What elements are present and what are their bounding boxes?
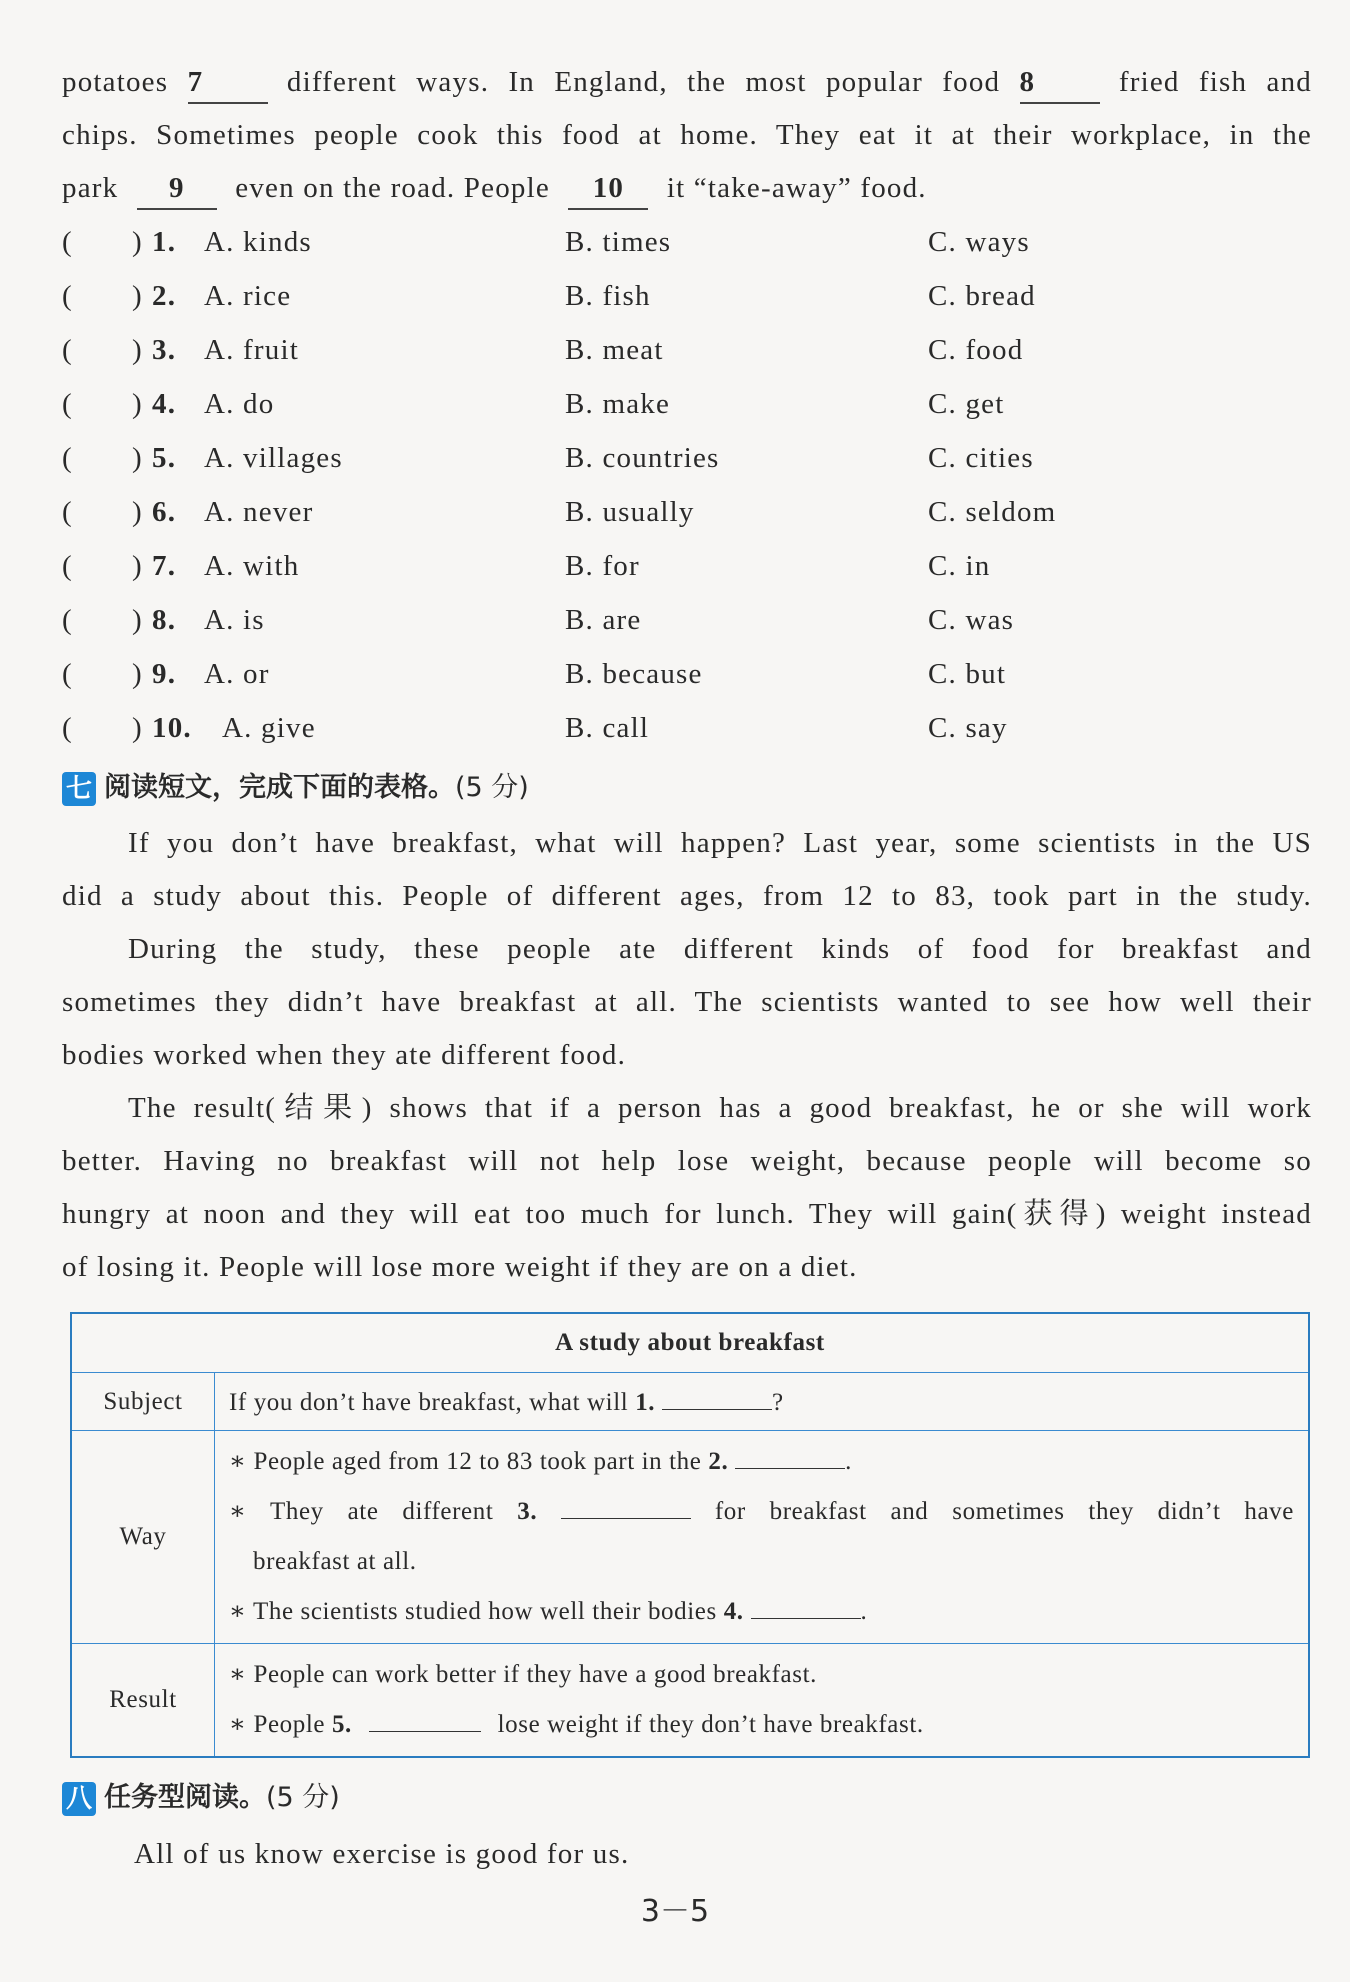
answer-paren[interactable]: ( ): [62, 334, 143, 366]
way-label: Way: [71, 1431, 215, 1644]
answer-paren[interactable]: ( ): [62, 658, 143, 690]
para-line-7: better. Having no breakfast will not help lose weight, because people will become so: [62, 1145, 1312, 1177]
passage-line-2: chips. Sometimes people cook this food at home. They eat it at their workplace, in the: [62, 119, 1312, 151]
section-7-badge: 七: [62, 772, 96, 806]
option-b[interactable]: B. meat: [565, 334, 664, 366]
question-number: 1.: [152, 226, 177, 258]
result-label: Result: [71, 1644, 215, 1758]
question-number: 5.: [152, 442, 177, 474]
option-a[interactable]: A. rice: [204, 280, 292, 312]
result-item-2: ∗ People 5. lose weight if they don’t have breakfast.: [229, 1711, 924, 1738]
question-number: 10.: [152, 712, 192, 744]
option-c[interactable]: C. in: [928, 550, 991, 582]
option-b[interactable]: B. are: [565, 604, 642, 636]
question-number: 8.: [152, 604, 177, 636]
para-line-2: did a study about this. People of different ages, from 12 to 83, took part in the study.: [62, 880, 1312, 912]
question-number: 4.: [152, 388, 177, 420]
option-c[interactable]: C. ways: [928, 226, 1030, 258]
table-title: A study about breakfast: [71, 1313, 1309, 1373]
question-number: 9.: [152, 658, 177, 690]
option-c[interactable]: C. get: [928, 388, 1005, 420]
option-b[interactable]: B. countries: [565, 442, 720, 474]
option-c[interactable]: C. cities: [928, 442, 1034, 474]
way-cell: [215, 1431, 1310, 1644]
answer-blank-1[interactable]: [662, 1387, 772, 1410]
question-number: 2.: [152, 280, 177, 312]
answer-paren[interactable]: ( ): [62, 442, 143, 474]
option-a[interactable]: A. or: [204, 658, 270, 690]
answer-paren[interactable]: ( ): [62, 712, 143, 744]
answer-blank-2[interactable]: [735, 1446, 845, 1469]
option-b[interactable]: B. because: [565, 658, 703, 690]
question-number: 3.: [152, 334, 177, 366]
option-c[interactable]: C. seldom: [928, 496, 1057, 528]
study-table: [70, 1312, 1310, 1758]
way-item-3: ∗ The scientists studied how well their bodies 4. .: [229, 1598, 868, 1625]
result-item-1: ∗ People can work better if they have a good breakfast.: [229, 1661, 817, 1688]
option-a[interactable]: A. give: [222, 712, 316, 744]
option-a[interactable]: A. do: [204, 388, 275, 420]
answer-paren[interactable]: ( ): [62, 280, 143, 312]
option-a[interactable]: A. kinds: [204, 226, 312, 258]
option-a[interactable]: A. with: [204, 550, 300, 582]
para-line-8: hungry at noon and they will eat too much for lunch. They will gain(获得) weight instead: [62, 1198, 1312, 1230]
option-a[interactable]: A. villages: [204, 442, 343, 474]
way-item-2-cont: breakfast at all.: [253, 1548, 417, 1575]
question-number: 6.: [152, 496, 177, 528]
answer-paren[interactable]: ( ): [62, 550, 143, 582]
option-c[interactable]: C. but: [928, 658, 1007, 690]
answer-paren[interactable]: ( ): [62, 604, 143, 636]
option-b[interactable]: B. for: [565, 550, 640, 582]
passage-line-1: potatoes 7 different ways. In England, the most popular food 8 fried fish and: [62, 62, 1312, 104]
subject-label: Subject: [71, 1373, 215, 1431]
para-line-9: of losing it. People will lose more weight if they are on a diet.: [62, 1251, 858, 1283]
option-c[interactable]: C. say: [928, 712, 1008, 744]
blank-7: 7: [188, 62, 268, 104]
section-7-heading: 七 阅读短文，完成下面的表格。(5 分): [62, 768, 529, 808]
result-cell: [215, 1644, 1310, 1758]
answer-paren[interactable]: ( ): [62, 388, 143, 420]
blank-10: 10: [568, 168, 648, 210]
option-b[interactable]: B. call: [565, 712, 650, 744]
passage-line-3: park 9 even on the road. People 10 it “take-away” food.: [62, 168, 1312, 210]
answer-blank-3[interactable]: [561, 1496, 691, 1519]
para-line-4: sometimes they didn’t have breakfast at all. The scientists wanted to see how well their: [62, 986, 1312, 1018]
option-b[interactable]: B. times: [565, 226, 672, 258]
option-c[interactable]: C. bread: [928, 280, 1036, 312]
section-8-first-line: All of us know exercise is good for us.: [134, 1838, 630, 1870]
way-item-2: ∗ They ate different 3. for breakfast and sometimes they didn’t have: [229, 1498, 1294, 1525]
question-number: 7.: [152, 550, 177, 582]
answer-blank-4[interactable]: [751, 1596, 861, 1619]
way-item-1: ∗ People aged from 12 to 83 took part in the 2. .: [229, 1448, 853, 1475]
subject-cell: If you don’t have breakfast, what will 1. ?: [215, 1373, 1310, 1431]
para-line-6: The result(结果) shows that if a person has a good breakfast, he or she will work: [128, 1092, 1312, 1124]
section-8-heading: 八 任务型阅读。(5 分): [62, 1778, 340, 1818]
option-a[interactable]: A. never: [204, 496, 314, 528]
option-c[interactable]: C. was: [928, 604, 1015, 636]
option-b[interactable]: B. make: [565, 388, 671, 420]
section-8-badge: 八: [62, 1782, 96, 1816]
answer-blank-5[interactable]: [369, 1709, 481, 1732]
option-b[interactable]: B. fish: [565, 280, 651, 312]
option-a[interactable]: A. fruit: [204, 334, 299, 366]
answer-paren[interactable]: ( ): [62, 496, 143, 528]
para-line-3: During the study, these people ate different kinds of food for breakfast and: [128, 933, 1312, 965]
option-c[interactable]: C. food: [928, 334, 1024, 366]
para-line-1: If you don’t have breakfast, what will happen? Last year, some scientists in the US: [128, 827, 1312, 859]
option-b[interactable]: B. usually: [565, 496, 695, 528]
option-a[interactable]: A. is: [204, 604, 265, 636]
para-line-5: bodies worked when they ate different food.: [62, 1039, 627, 1071]
blank-8: 8: [1020, 62, 1100, 104]
page-number: 3－5: [640, 1894, 710, 1929]
answer-paren[interactable]: ( ): [62, 226, 143, 258]
blank-9: 9: [137, 168, 217, 210]
